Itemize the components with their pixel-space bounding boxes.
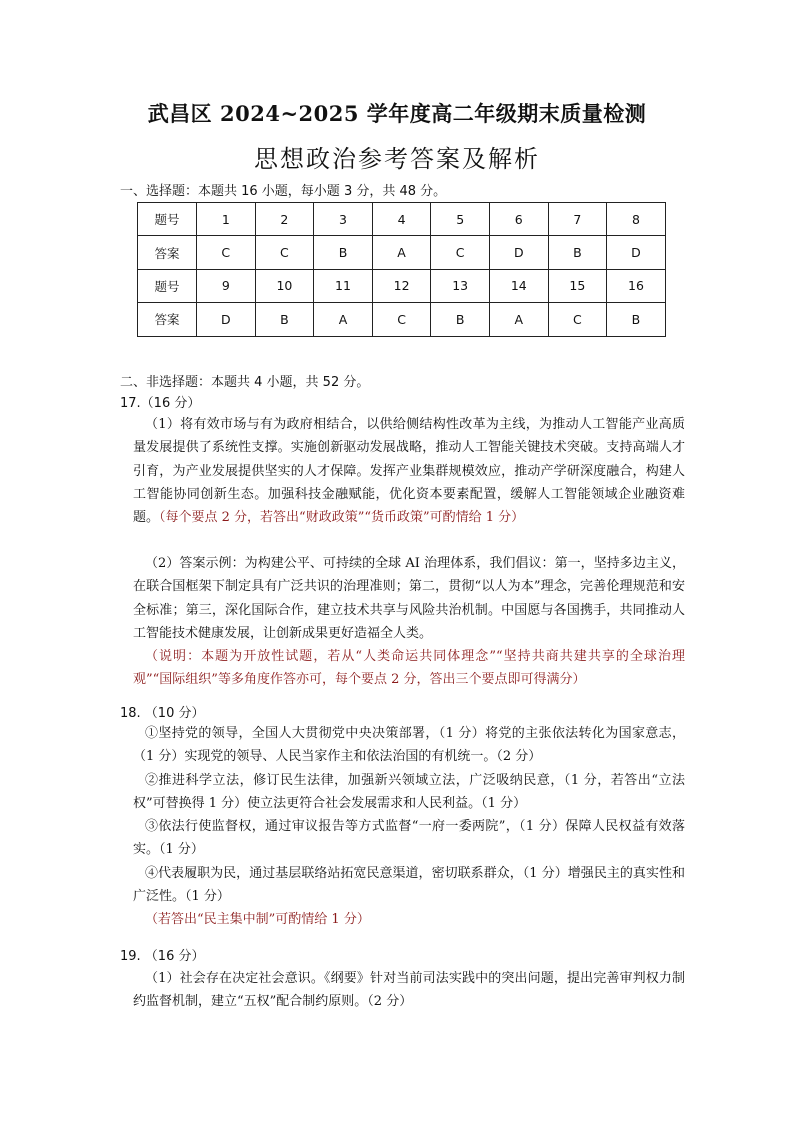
table-row-header: 答案 [138,303,197,336]
table-cell: A [489,303,548,336]
table-cell: C [372,303,431,336]
table-cell: 5 [431,203,490,236]
table-cell: 3 [314,203,373,236]
section2-heading: 二、非选择题：本题共 4 小题，共 52 分。 [120,375,370,390]
q18-point-1: ①坚持党的领导，全国人大贯彻党中央决策部署，（1 分）将党的主张依法转化为国家意志，（1 分）实现党的领导、人民当家作主和依法治国的有机统一。（2 分） [133,726,685,765]
document-title: 武昌区 2024~2025 学年度高二年级期末质量检测 [147,101,647,126]
table-cell: 15 [548,269,607,302]
table-cell: B [548,236,607,269]
table-cell: 12 [372,269,431,302]
table-cell: A [372,236,431,269]
q17-part1 [133,413,685,529]
table-cell: C [548,303,607,336]
table-cell: 13 [431,269,490,302]
table-cell: C [255,236,314,269]
q18-point-4: ④代表履职为民，通过基层联络站拓宽民意渠道，密切联系群众，（1 分）增强民主的真实性和广泛性。（1 分） [133,865,685,905]
table-cell: B [607,303,666,336]
q17-part2: （2）答案示例：为构建公平、可持续的全球 AI 治理体系，我们倡议：第一，坚持多边主义，在联合国框架下制定具有广泛共识的治理准则；第二，贯彻“以人为本”理念，完善伦理规范和安全标准；第三，深化国际合作，建立技术共享与风险共治机制。中国愿与各国携手，共同推动人工智能技术健康发展，让创新成果更好造福全人类。 [133,556,685,641]
table-cell: D [489,236,548,269]
q17-part1-text: （1）将有效市场与有为政府相结合，以供给侧结构性改革为主线，为推动人工智能产业高质量发展提供了系统性支撑。实施创新驱动发展战略，推动人工智能关键技术突破。支持高端人才引育，为产业发展提供坚实的人才保障。发挥产业集群规模效应，推动产学研深度融合，构建人工智能协同创新生态。加强科技金融赋能，优化资本要素配置，缓解人工智能领域企业融资难题。 [133,417,685,526]
table-cell: 4 [372,203,431,236]
table-row [138,236,666,269]
table-cell: 14 [489,269,548,302]
table-row [138,203,666,236]
q18-point-3: ③依法行使监督权，通过审议报告等方式监督“一府一委两院”，（1 分）保障人民权益有效落实。（1 分） [133,819,685,858]
q17-label: 17.（16 分） [120,396,201,411]
table-cell: D [607,236,666,269]
q18-label: 18. （10 分） [120,706,205,721]
q19-part1: （1）社会存在决定社会意识。《纲要》针对当前司法实践中的突出问题，提出完善审判权力制约监督机制，建立“五权”配合制约原则。（2 分） [133,971,685,1010]
table-cell: C [197,236,256,269]
table-cell: 9 [197,269,256,302]
table-cell: 11 [314,269,373,302]
table-row [138,269,666,302]
document-subtitle: 思想政治参考答案及解析 [254,145,540,173]
table-cell: 6 [489,203,548,236]
table-cell: 8 [607,203,666,236]
table-cell: 1 [197,203,256,236]
table-cell: B [255,303,314,336]
table-row-header: 答案 [138,236,197,269]
table-cell: C [431,236,490,269]
table-cell: B [431,303,490,336]
q18-point-2: ②推进科学立法，修订民生法律，加强新兴领域立法，广泛吸纳民意，（1 分，若答出“立法权”可替换得 1 分）使立法更符合社会发展需求和人民利益。（1 分） [133,772,685,811]
table-cell: 7 [548,203,607,236]
q19-label: 19. （16 分） [120,949,205,964]
q18-body [133,722,685,932]
q17-part1-note: （每个要点 2 分，若答出“财政政策”“货币政策”可酌情给 1 分） [159,510,525,526]
table-cell: 10 [255,269,314,302]
q18-note: （若答出“民主集中制”可酌情给 1 分） [145,912,370,928]
table-row-header: 题号 [138,269,197,302]
q17-part2-note: （说明：本题为开放性试题，若从“人类命运共同体理念”“坚持共商共建共享的全球治理观”“国际组织”等多角度作答亦可，每个要点 2 分，答出三个要点即可得满分） [133,649,685,688]
table-row-header: 题号 [138,203,197,236]
table-cell: A [314,303,373,336]
table-row [138,303,666,336]
table-cell: 2 [255,203,314,236]
section1-heading: 一、选择题：本题共 16 小题，每小题 3 分，共 48 分。 [120,184,447,199]
table-cell: D [197,303,256,336]
table-cell: 16 [607,269,666,302]
answer-table [137,202,666,337]
table-cell: B [314,236,373,269]
